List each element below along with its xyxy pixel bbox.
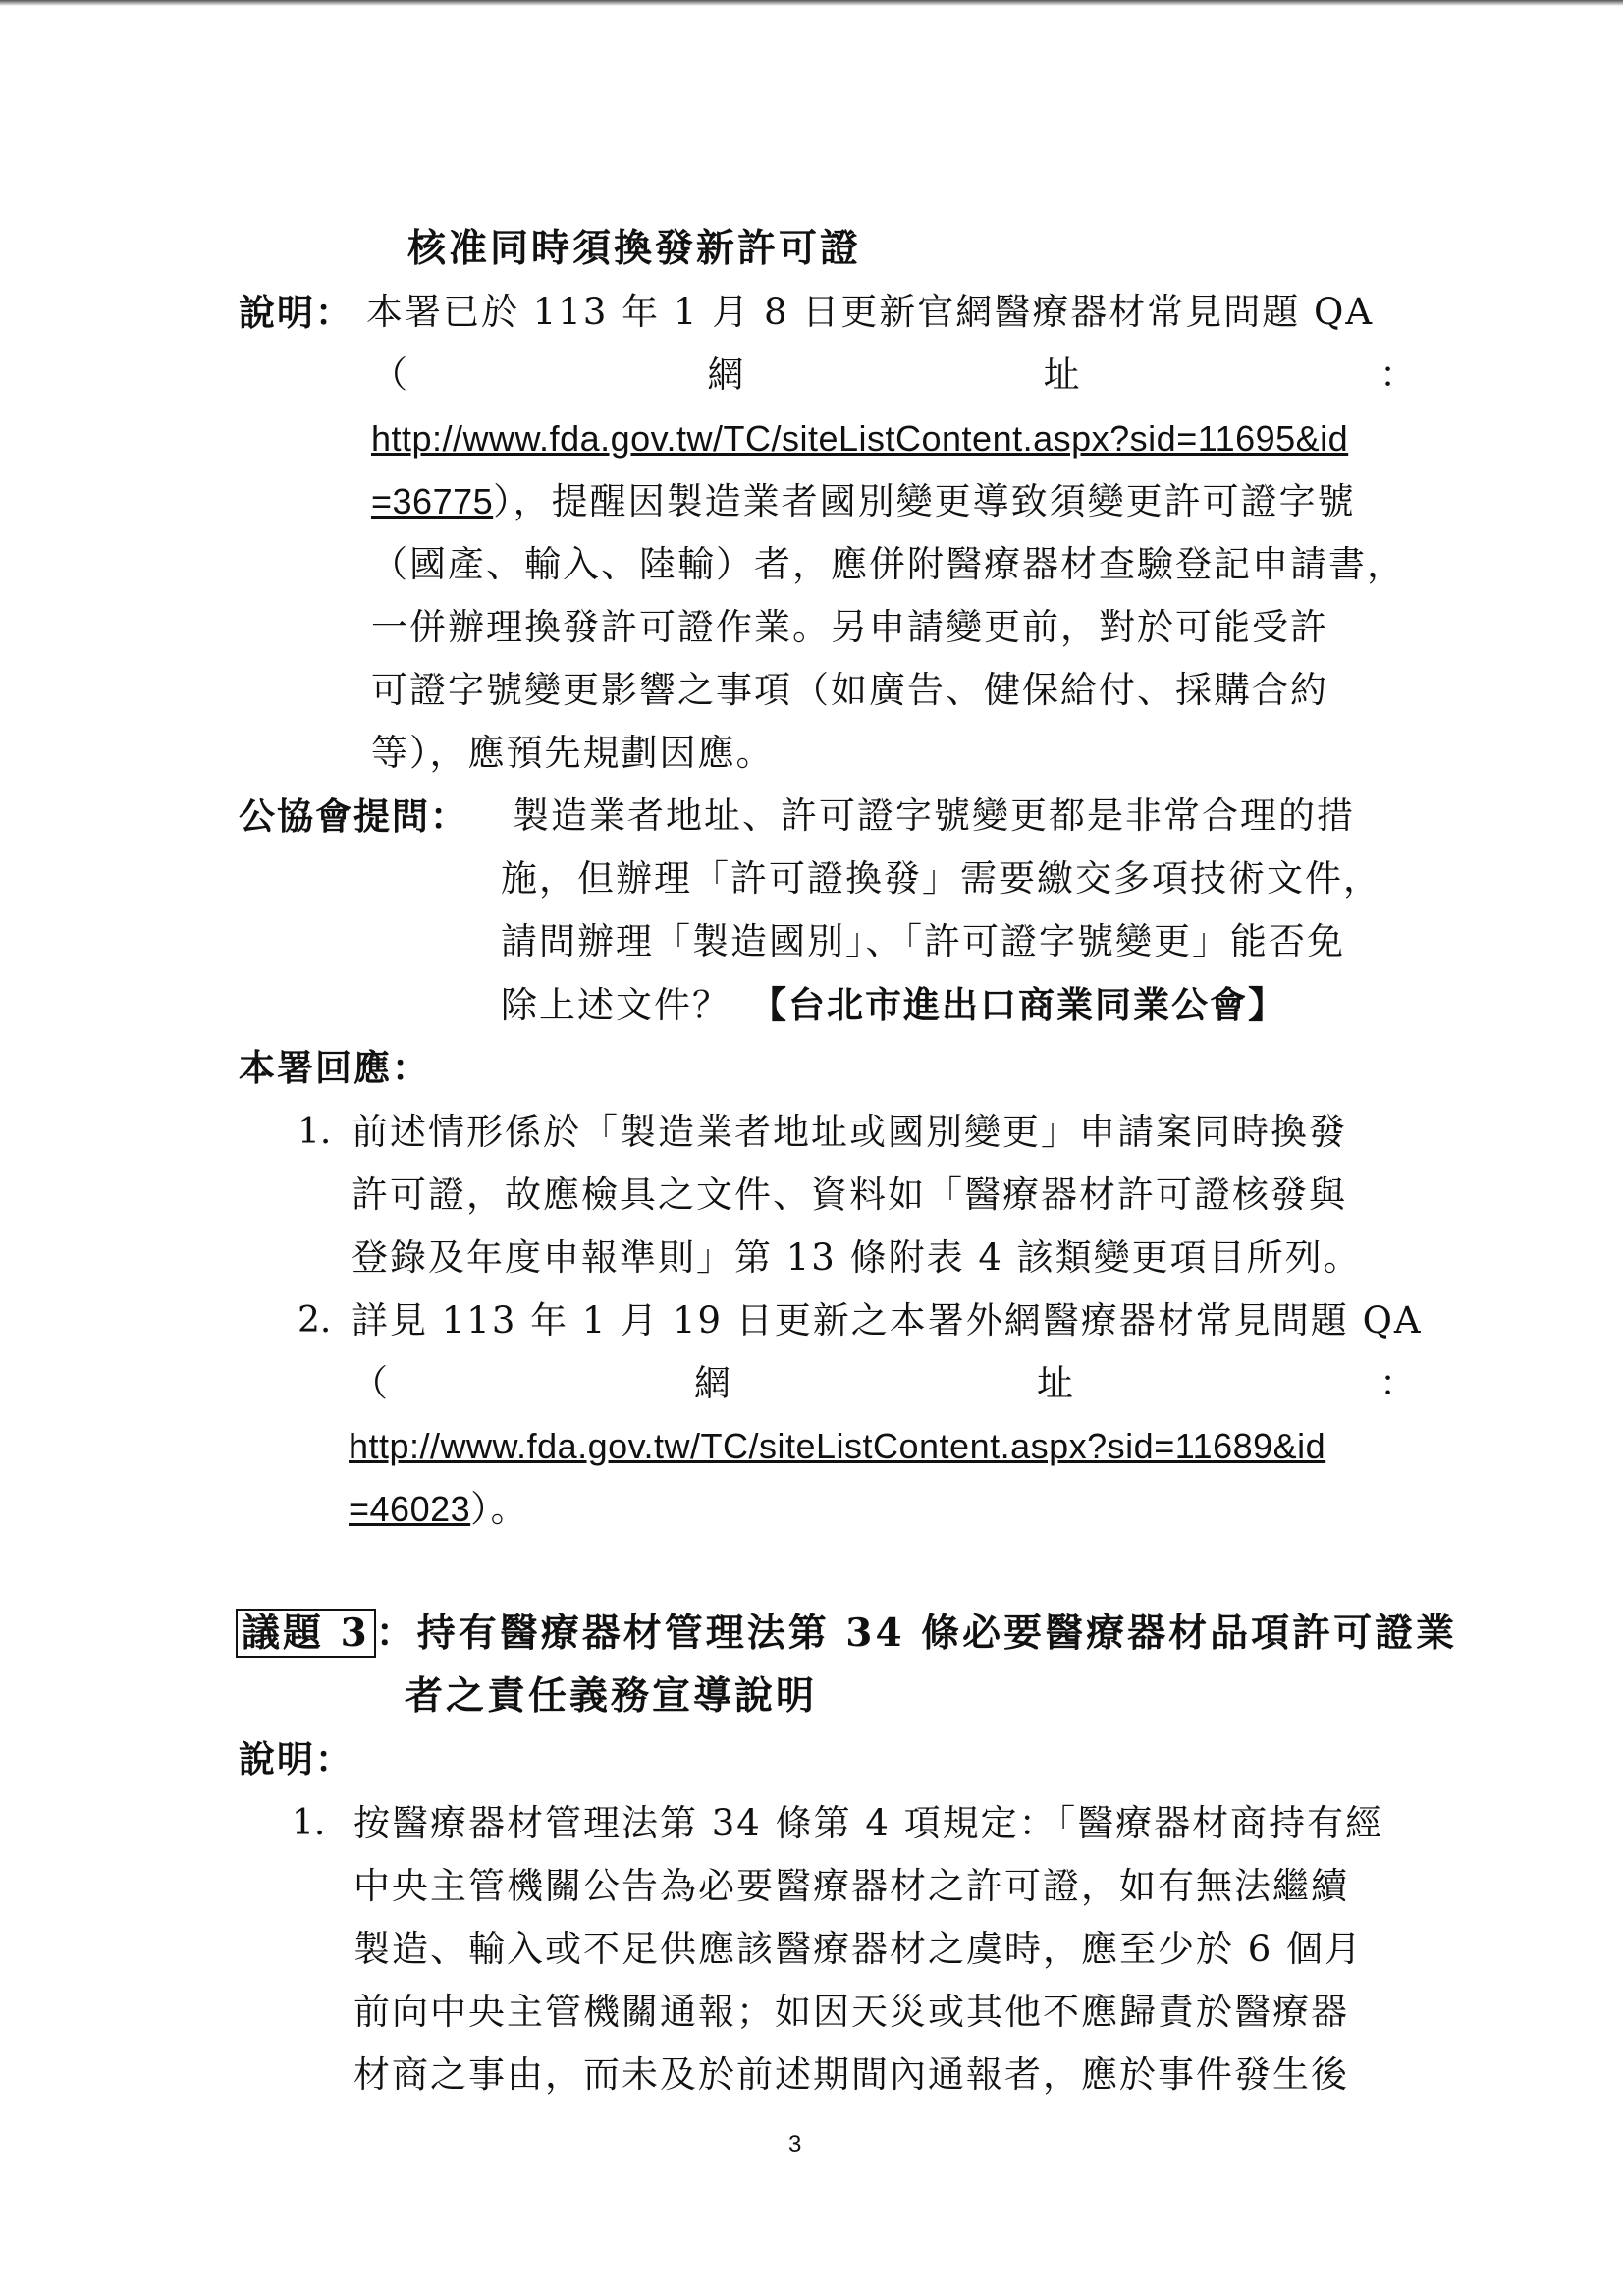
paren-open: （ [371,354,409,396]
paren-open: （ [352,1362,390,1404]
explanation-line [371,477,1356,526]
fda-link-continued[interactable]: =36775 [371,481,494,521]
question-text: 除上述文件？ [501,984,730,1026]
fda-link-continued[interactable]: =46023 [349,1489,471,1529]
association-question-label: 公協會提問： [239,794,468,838]
response-line: 前述情形係於「製造業者地址或國別變更」申請案同時換發 [352,1111,1347,1153]
topic-tag: 議題 3 [236,1609,376,1658]
topic-heading [236,1609,1457,1658]
agency-response-label: 本署回應： [239,1046,430,1089]
explanation-line: 等），應預先規劃因應。 [371,732,775,774]
url-label-char: 址 [1043,354,1082,396]
question-line [501,980,1286,1030]
explanation-line: 材商之事由，而未及於前述期間內通報者，應於事件發生後 [353,2053,1349,2096]
url-colon: ： [1380,1362,1418,1404]
explanation-line: 按醫療器材管理法第 34 條第 4 項規定：「醫療器材商持有經 [353,1802,1384,1844]
topic-title-line: 者之責任義務宣導說明 [405,1673,818,1719]
list-number: 1. [292,1803,326,1843]
topic-colon: ： [375,1611,417,1656]
topic-title: 持有醫療器材管理法第 34 條必要醫療器材品項許可證業 [416,1611,1458,1656]
explanation-label: 說明： [239,291,353,334]
question-line: 請問辦理「製造國別」、「許可證字號變更」能否免 [501,920,1345,962]
url-colon: ： [1379,354,1418,396]
url-label-char: 網 [707,354,746,396]
explanation-line: （國產、輸入、陸輸）者，應併附醫療器材查驗登記申請書， [371,543,1405,585]
scan-edge [0,0,1623,6]
list-number: 2. [298,1300,332,1340]
response-line: 登錄及年度申報準則」第 13 條附表 4 該類變更項目所列。 [352,1236,1362,1279]
page-number: 3 [788,2131,802,2158]
list-number: 1. [298,1112,332,1152]
response-line: 詳見 113 年 1 月 19 日更新之本署外網醫療器材常見問題 QA [352,1299,1423,1341]
url-label-row [352,1359,1418,1408]
fda-link[interactable]: http://www.fda.gov.tw/TC/siteListContent.aspx?sid=11695&id [371,418,1349,459]
association-name: 【台北市進出口商業同業公會】 [750,983,1286,1026]
explanation-line: 製造、輸入或不足供應該醫療器材之虞時，應至少於 6 個月 [353,1928,1364,1970]
explanation-line: 本署已於 113 年 1 月 8 日更新官網醫療器材常見問題 QA [366,291,1375,333]
question-line: 施，但辦理「許可證換發」需要繳交多項技術文件， [501,857,1381,900]
response-line: 許可證，故應檢具之文件、資料如「醫療器材許可證核發與 [352,1174,1347,1216]
explanation-text: ），提醒因製造業者國別變更導致須變更許可證字號 [493,480,1356,522]
response-text: ）。 [470,1488,529,1530]
url-label-char: 網 [694,1362,732,1404]
explanation-line: 中央主管機關公告為必要醫療器材之許可證，如有無法繼續 [353,1865,1349,1907]
explanation-label: 說明： [239,1737,353,1780]
continuation-title: 核准同時須換發新許可證 [407,226,862,271]
url-label-char: 址 [1037,1362,1075,1404]
fda-link[interactable]: http://www.fda.gov.tw/TC/siteListContent.aspx?sid=11689&id [349,1426,1326,1466]
question-line: 製造業者地址、許可證字號變更都是非常合理的措 [513,794,1355,837]
explanation-line: 前向中央主管機關通報；如因天災或其他不應歸責於醫療器 [353,1991,1349,2033]
explanation-line: 一併辦理換發許可證作業。另申請變更前，對於可能受許 [371,606,1328,648]
explanation-line: 可證字號變更影響之事項（如廣告、健保給付、採購合約 [371,669,1328,711]
response-line [349,1485,529,1534]
url-label-row [371,351,1418,400]
